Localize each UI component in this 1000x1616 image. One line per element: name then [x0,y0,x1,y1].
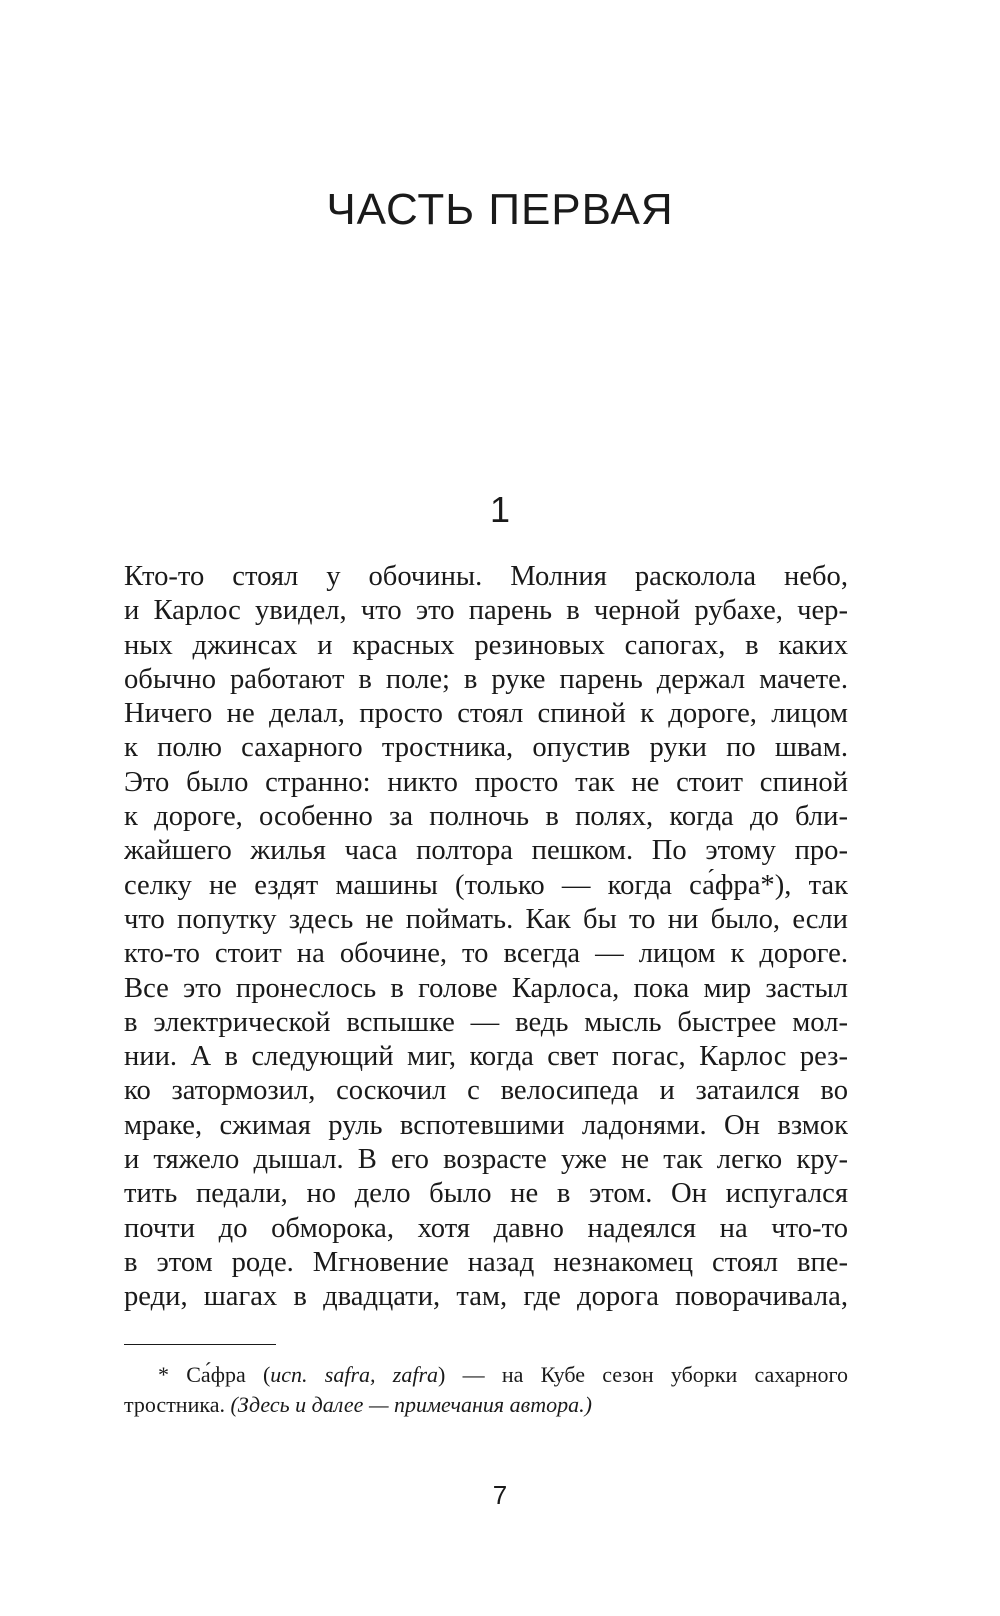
text-line: в этом роде. Мгновение назад незнакомец стоял впе- [124,1246,848,1278]
footnote-term: Са́фра [186,1362,246,1387]
text-line: почти до обморока, хотя давно надеялся на что-то [124,1212,848,1244]
footnote-line [124,1360,848,1390]
text-line: селку не ездят машины (только — когда са́фра*), так [124,869,848,901]
footnote [124,1360,848,1420]
text-line: нии. А в следующий миг, когда свет погас, Карлос рез- [124,1041,848,1073]
footnote-line [124,1390,848,1420]
footnote-language-note: исп. safra, zafra [270,1362,439,1387]
page-number: 7 [492,1480,508,1510]
footnote-definition-cont: тростника. [124,1392,231,1417]
footnote-definition: ) — на Кубе сезон уборки сахарного [438,1362,848,1387]
footnote-open-paren: ( [245,1362,271,1387]
text-line: ных джинсах и красных резиновых сапогах, в каких [124,629,848,661]
text-line: к дороге, особенно за полночь в полях, когда до бли- [124,801,848,833]
text-line: и тяжело дышал. В его возрасте уже не так легко кру- [124,1144,848,1176]
text-line: тить педали, но дело было не в этом. Он испугался [124,1178,848,1210]
text-line: Кто-то стоял у обочины. Молния расколола небо, [124,561,848,592]
footnote-divider [124,1344,276,1345]
text-line: Это было странно: никто просто так не стоит спиной [124,766,848,798]
text-line: Все это пронеслось в голове Карлоса, пока мир застыл [124,972,848,1004]
body-text [124,560,848,1315]
text-line: обычно работают в поле; в руке парень держал мачете. [124,663,848,695]
footnote-marker: * [158,1362,187,1387]
text-line: реди, шагах в двадцати, там, где дорога поворачивала, [124,1281,848,1313]
text-line: в электрической вспышке — ведь мысль быстрее мол- [124,1006,848,1038]
text-line: что попутку здесь не поймать. Как бы то ни было, если [124,903,848,935]
footnote-author-note: (Здесь и далее — примечания автора.) [230,1392,592,1417]
text-line: жайшего жилья часа полтора пешком. По этому про- [124,835,848,867]
text-line: к полю сахарного тростника, опустив руки по швам. [124,732,848,764]
text-line: ко затормозил, соскочил с велосипеда и затаился во [124,1075,848,1107]
text-line: мраке, сжимая руль вспотевшими ладонями. Он взмок [124,1109,848,1141]
part-title: ЧАСТЬ ПЕРВАЯ [326,185,674,234]
text-line: кто-то стоит на обочине, то всегда — лицом к дороге. [124,938,848,970]
text-line: и Карлос увидел, что это парень в черной рубахе, чер- [124,595,848,627]
chapter-number: 1 [489,489,511,530]
text-line: Ничего не делал, просто стоял спиной к дороге, лицом [124,698,848,730]
